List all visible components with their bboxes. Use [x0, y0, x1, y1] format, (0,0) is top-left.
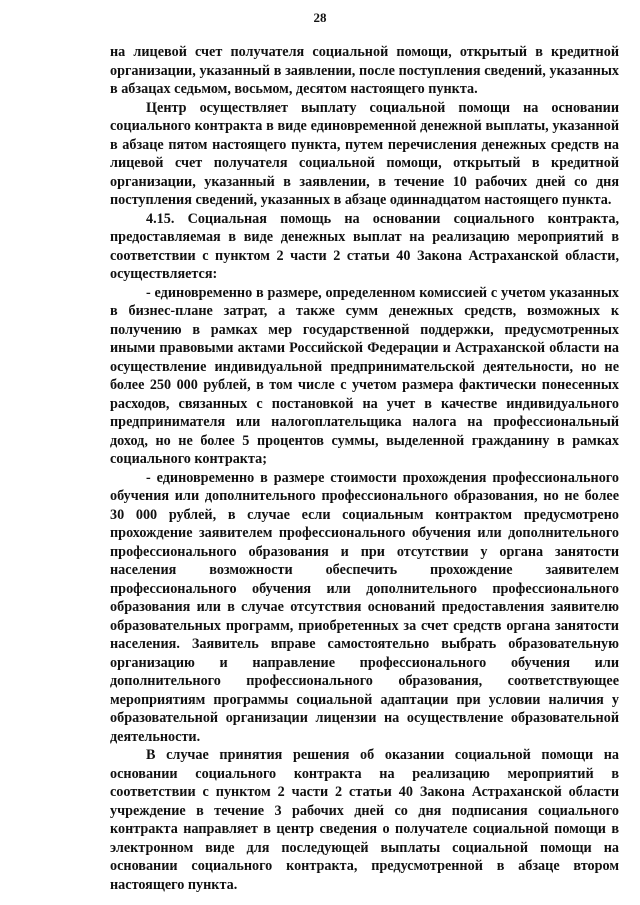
paragraph-clause-4-15: 4.15. Социальная помощь на основании социального контракта, предоставляемая в виде денежных выплат на реализацию мероприятий в соответствии с пунктом 2 части 2 статьи 40 Закона Астраханской области, осуществляется: — [110, 210, 619, 282]
paragraph-education-payment: - единовременно в размере стоимости прохождения профессионального обучения или дополнительного профессионального образования, но не более 30 000 рублей, в случае если социальным контрактом предусмотрено прохождение заявителем профессионального обучения или дополнительного профессионального образования и при отсутствии у органа занятости населения возможности обеспечить прохождение заявителем профессионального обучения или дополнительного профессионального образования или в случае отсутствия оснований предоставления заявителю образовательных программ, приобретенных за счет средств органа занятости населения. Заявитель вправе самостоятельно выбрать образовательную организацию и направление профессионального обучения или дополнительного профессионального образования, соответствующее мероприятиям программы социальной адаптации при условии наличия у образовательной организации лицензии на осуществление образовательной деятельности. — [110, 469, 619, 745]
paragraph-center-payment: Центр осуществляет выплату социальной помощи на основании социального контракта в виде единовременной денежной выплаты, указанной в абзаце пятом настоящего пункта, путем перечисления денежных средств на лицевой счет получателя социальной помощи, открытый в кредитной организации, указанный в заявлении, в течение 10 рабочих дней со дня поступления сведений, указанных в абзаце одиннадцатом настоящего пункта. — [110, 99, 619, 208]
paragraph-continuation: на лицевой счет получателя социальной помощи, открытый в кредитной организации, указанный в заявлении, после поступления сведений, указанных в абзацах седьмом, восьмом, десятом настоящего пункта. — [110, 44, 619, 97]
document-body — [110, 43, 619, 894]
page-number: 28 — [313, 10, 327, 25]
paragraph-decision-procedure: В случае принятия решения об оказании социальной помощи на основании социального контракта на реализацию мероприятий в соответствии с пунктом 2 части 2 статьи 40 Закона Астраханской области учреждение в течение 3 рабочих дней со дня подписания социального контракта направляет в центр сведения о получателе социальной помощи в электронном виде для последующей выплаты социальной помощи на основании социального контракта, предусмотренной в абзаце втором настоящего пункта. — [110, 747, 619, 893]
paragraph-business-plan-payment: - единовременно в размере, определенном комиссией с учетом указанных в бизнес-плане затрат, а также сумм денежных средств, возможных к получению в рамках мер государственной поддержки, предусмотренных иными правовыми актами Российской Федерации и Астраханской области на осуществление индивидуальной предпринимательской деятельности, но не более 250 000 рублей, в том числе с учетом размера фактически понесенных расходов, связанных с постановкой на учет в качестве индивидуального предпринимателя или налогоплательщика налога на профессиональный доход, но не более 5 процентов суммы, выделенной гражданину в рамках социального контракта; — [110, 284, 619, 467]
